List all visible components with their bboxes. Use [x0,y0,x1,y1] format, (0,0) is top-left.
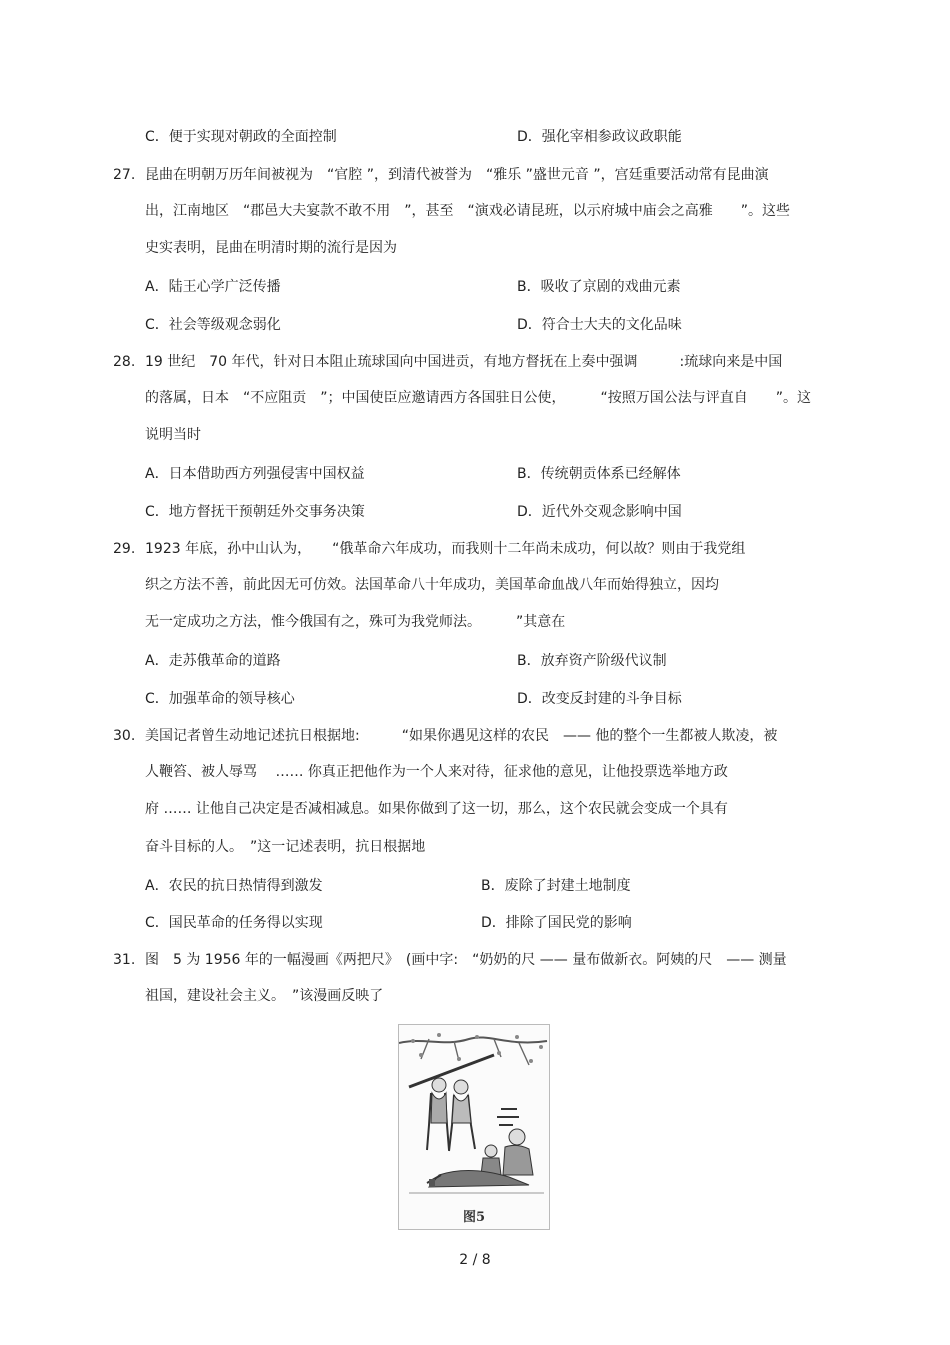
q29-stem-line3: 无一定成功之方法，惟今俄国有之，殊可为我党师法。 ”其意在 [145,614,566,630]
q31-number: 31. [113,952,136,968]
q30-option-b: B．废除了封建土地制度 [481,878,631,894]
figure-5-cartoon [398,1024,550,1230]
q27-stem-line1: 昆曲在明朝万历年间被视为 “官腔 ”，到清代被誉为 “雅乐 ”盛世元音 ”，宫廷重要活动常有昆曲演 [145,167,769,183]
q29-option-b: B．放弃资产阶级代议制 [517,653,667,669]
q29-option-d: D．改变反封建的斗争目标 [517,691,682,707]
q27-option-c: C．社会等级观念弱化 [145,317,281,333]
q27-stem-line3: 史实表明，昆曲在明清时期的流行是因为 [145,240,397,256]
q29-option-a: A．走苏俄革命的道路 [145,653,281,669]
q28-stem-line2: 的落属，日本 “不应阻贡 ”；中国使臣应邀请西方各国驻日公使， “按照万国公法与评直自 ”。这 [145,390,812,406]
q30-stem-line1: 美国记者曾生动地记述抗日根据地: “如果你遇见这样的农民 —— 他的整个一生都被人欺凌，被 [145,728,778,744]
cartoon-illustration [399,1025,549,1205]
q28-number: 28. [113,354,136,370]
q30-stem-line3: 府 …… 让他自己决定是否减相减息。如果你做到了这一切，那么，这个农民就会变成一个具有 [145,801,728,817]
q27-option-d: D．符合士大夫的文化品味 [517,317,682,333]
q27-stem-line2: 出，江南地区 “郡邑大夫宴款不敢不用 ”，甚至 “演戏必请昆班，以示府城中庙会之高雅 ”。这些 [145,203,791,219]
q28-stem-line1: 19 世纪 70 年代，针对日本阻止琉球国向中国进贡，有地方督抚在上奏中强调 :琉球向来是中国 [145,354,783,370]
q28-option-b: B．传统朝贡体系已经解体 [517,466,681,482]
page-number: 2 / 8 [459,1252,491,1268]
q31-stem-line1: 图 5 为 1956 年的一幅漫画《两把尺》 (画中字: “奶奶的尺 —— 量布做新衣。阿姨的尺 —— 测量 [145,952,787,968]
q28-option-c: C．地方督抚干预朝廷外交事务决策 [145,504,365,520]
q29-option-c: C．加强革命的领导核心 [145,691,295,707]
q30-stem-line4: 奋斗目标的人。 ”这一记述表明，抗日根据地 [145,839,426,855]
q27-option-b: B．吸收了京剧的戏曲元素 [517,279,681,295]
q30-option-c: C．国民革命的任务得以实现 [145,915,323,931]
q27-option-a: A．陆王心学广泛传播 [145,279,281,295]
q28-stem-line3: 说明当时 [145,427,201,443]
q29-stem-line1: 1923 年底，孙中山认为， “俄革命六年成功，而我则十二年尚未成功，何以故？则由于我党组 [145,541,746,557]
q30-option-a: A．农民的抗日热情得到激发 [145,878,323,894]
q26-option-c: C．便于实现对朝政的全面控制 [145,129,337,145]
q28-option-d: D．近代外交观念影响中国 [517,504,682,520]
q28-option-a: A．日本借助西方列强侵害中国权益 [145,466,365,482]
q30-option-d: D．排除了国民党的影响 [481,915,632,931]
q31-stem-line2: 祖国，建设社会主义。 ”该漫画反映了 [145,988,384,1004]
q30-stem-line2: 人鞭笞、被人辱骂 …… 你真正把他作为一个人来对待，征求他的意见，让他投票选举地方政 [145,764,728,780]
q29-number: 29. [113,541,136,557]
figure-caption: 图5 [462,1210,486,1225]
q27-number: 27. [113,167,136,183]
q26-option-d: D．强化宰相参政议政职能 [517,129,682,145]
q29-stem-line2: 织之方法不善，前此因无可仿效。法国革命八十年成功，美国革命血战八年而始得独立，因均 [145,577,719,593]
q30-number: 30. [113,728,136,744]
